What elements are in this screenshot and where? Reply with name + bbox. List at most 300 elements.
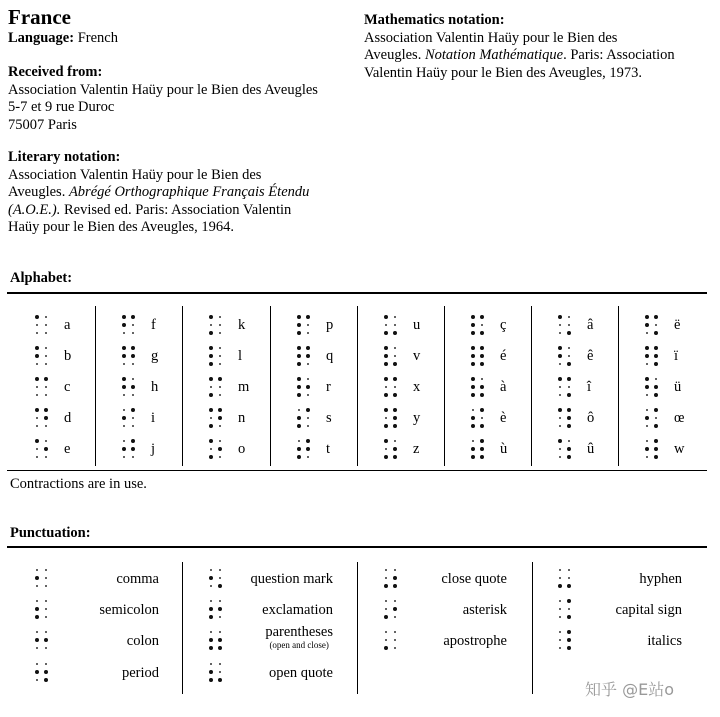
braille-dot-position bbox=[36, 600, 38, 602]
alphabet-letter: è bbox=[500, 410, 507, 426]
braille-dot-raised bbox=[297, 393, 301, 397]
braille-dot-position bbox=[298, 409, 300, 411]
braille-dot-raised bbox=[567, 362, 571, 366]
braille-dot-raised bbox=[654, 439, 658, 443]
literary-line: Association Valentin Haüy pour le Bien des bbox=[8, 166, 262, 183]
braille-dot-raised bbox=[35, 315, 39, 319]
braille-dot-raised bbox=[122, 377, 126, 381]
braille-dot-raised bbox=[306, 408, 310, 412]
braille-dot-raised bbox=[480, 315, 484, 319]
braille-dot-position bbox=[45, 324, 47, 326]
braille-dot-position bbox=[307, 378, 309, 380]
braille-dot-position bbox=[132, 425, 134, 427]
braille-dot-position bbox=[132, 363, 134, 365]
column-divider bbox=[618, 306, 619, 466]
braille-dot-position bbox=[219, 355, 221, 357]
braille-dot-raised bbox=[209, 408, 213, 412]
braille-cell bbox=[35, 630, 48, 650]
braille-cell bbox=[645, 315, 658, 335]
braille-dot-position bbox=[394, 600, 396, 602]
alphabet-letter: o bbox=[238, 441, 246, 457]
braille-dot-raised bbox=[297, 346, 301, 350]
punctuation-label bbox=[265, 624, 333, 650]
punctuation-label: semicolon bbox=[99, 602, 159, 618]
braille-dot-raised bbox=[297, 331, 301, 335]
braille-dot-position bbox=[481, 378, 483, 380]
column-divider bbox=[182, 306, 183, 466]
braille-dot-raised bbox=[567, 331, 571, 335]
braille-dot-raised bbox=[567, 455, 571, 459]
braille-cell bbox=[209, 662, 222, 682]
braille-cell bbox=[209, 346, 222, 366]
alphabet-letter: w bbox=[674, 441, 685, 457]
braille-dot-position bbox=[385, 577, 387, 579]
alphabet-letter: g bbox=[151, 348, 159, 364]
braille-dot-raised bbox=[218, 607, 222, 611]
braille-dot-position bbox=[646, 394, 648, 396]
braille-dot-position bbox=[559, 363, 561, 365]
braille-dot-raised bbox=[567, 447, 571, 451]
braille-cell bbox=[384, 630, 397, 650]
braille-dot-position bbox=[559, 394, 561, 396]
braille-dot-raised bbox=[393, 393, 397, 397]
braille-dot-position bbox=[559, 386, 561, 388]
braille-dot-position bbox=[568, 386, 570, 388]
braille-dot-position bbox=[210, 600, 212, 602]
braille-dot-raised bbox=[131, 408, 135, 412]
braille-dot-raised bbox=[567, 416, 571, 420]
braille-dot-position bbox=[210, 663, 212, 665]
braille-dot-raised bbox=[35, 354, 39, 358]
braille-dot-raised bbox=[306, 439, 310, 443]
braille-dot-position bbox=[394, 324, 396, 326]
punctuation-label: comma bbox=[116, 571, 159, 587]
braille-cell bbox=[209, 439, 222, 459]
braille-dot-position bbox=[123, 440, 125, 442]
braille-dot-raised bbox=[218, 447, 222, 451]
language-line bbox=[8, 30, 118, 48]
literary-label: Literary notation: bbox=[8, 149, 121, 165]
braille-cell bbox=[122, 408, 135, 428]
braille-dot-raised bbox=[44, 447, 48, 451]
braille-dot-position bbox=[559, 448, 561, 450]
braille-dot-position bbox=[45, 600, 47, 602]
braille-dot-raised bbox=[297, 447, 301, 451]
braille-dot-raised bbox=[44, 377, 48, 381]
braille-dot-position bbox=[45, 355, 47, 357]
braille-dot-raised bbox=[131, 439, 135, 443]
braille-dot-raised bbox=[558, 354, 562, 358]
braille-dot-raised bbox=[306, 346, 310, 350]
braille-dot-raised bbox=[218, 678, 222, 682]
braille-dot-raised bbox=[393, 362, 397, 366]
braille-cell bbox=[209, 408, 222, 428]
braille-dot-raised bbox=[384, 455, 388, 459]
braille-dot-position bbox=[307, 363, 309, 365]
braille-dot-raised bbox=[645, 385, 649, 389]
literary-line: (A.O.E.). Revised ed. Paris: Association Valentin bbox=[8, 201, 292, 218]
braille-dot-raised bbox=[209, 424, 213, 428]
alphabet-letter: ê bbox=[587, 348, 594, 364]
alphabet-letter: f bbox=[151, 317, 156, 333]
braille-dot-position bbox=[307, 332, 309, 334]
braille-dot-position bbox=[219, 425, 221, 427]
alphabet-letter: ü bbox=[674, 379, 682, 395]
alphabet-letter: œ bbox=[674, 410, 685, 426]
braille-dot-position bbox=[568, 608, 570, 610]
braille-dot-raised bbox=[384, 615, 388, 619]
punctuation-label: question mark bbox=[250, 571, 333, 587]
braille-dot-position bbox=[568, 355, 570, 357]
braille-cell bbox=[645, 346, 658, 366]
braille-dot-raised bbox=[297, 455, 301, 459]
braille-dot-position bbox=[123, 456, 125, 458]
braille-dot-raised bbox=[44, 670, 48, 674]
braille-dot-raised bbox=[218, 377, 222, 381]
braille-dot-raised bbox=[384, 331, 388, 335]
braille-dot-raised bbox=[209, 455, 213, 459]
punctuation-label-sub: (open and close) bbox=[269, 640, 329, 650]
braille-dot-position bbox=[132, 332, 134, 334]
braille-dot-raised bbox=[44, 638, 48, 642]
braille-dot-raised bbox=[384, 408, 388, 412]
braille-dot-raised bbox=[471, 331, 475, 335]
braille-cell bbox=[297, 377, 310, 397]
braille-dot-position bbox=[36, 448, 38, 450]
braille-dot-position bbox=[45, 332, 47, 334]
column-divider bbox=[270, 306, 271, 466]
literary-block bbox=[8, 149, 358, 237]
braille-dot-raised bbox=[480, 346, 484, 350]
braille-cell bbox=[384, 568, 397, 588]
braille-dot-raised bbox=[35, 576, 39, 580]
braille-dot-raised bbox=[393, 331, 397, 335]
alphabet-letter: i bbox=[151, 410, 156, 426]
column-divider bbox=[532, 562, 533, 694]
braille-dot-position bbox=[307, 425, 309, 427]
alphabet-letter: à bbox=[500, 379, 507, 395]
braille-dot-position bbox=[219, 386, 221, 388]
braille-dot-position bbox=[385, 569, 387, 571]
braille-dot-position bbox=[219, 347, 221, 349]
braille-cell bbox=[297, 439, 310, 459]
braille-dot-raised bbox=[297, 377, 301, 381]
braille-dot-raised bbox=[393, 455, 397, 459]
braille-dot-raised bbox=[654, 408, 658, 412]
braille-dot-raised bbox=[558, 584, 562, 588]
braille-dot-position bbox=[559, 608, 561, 610]
braille-dot-raised bbox=[297, 315, 301, 319]
alphabet-letter: l bbox=[238, 348, 243, 364]
braille-dot-position bbox=[219, 316, 221, 318]
punctuation-label: hyphen bbox=[639, 571, 682, 587]
braille-dot-position bbox=[394, 355, 396, 357]
braille-dot-position bbox=[655, 378, 657, 380]
braille-dot-raised bbox=[480, 393, 484, 397]
braille-dot-position bbox=[132, 394, 134, 396]
braille-dot-raised bbox=[471, 385, 475, 389]
column-divider bbox=[182, 562, 183, 694]
braille-dot-position bbox=[568, 569, 570, 571]
alphabet-letter: s bbox=[326, 410, 332, 426]
braille-cell bbox=[558, 408, 571, 428]
braille-cell bbox=[35, 439, 48, 459]
braille-dot-position bbox=[385, 448, 387, 450]
alphabet-letter: x bbox=[413, 379, 421, 395]
braille-dot-position bbox=[132, 324, 134, 326]
braille-dot-raised bbox=[393, 408, 397, 412]
received-line: Association Valentin Haüy pour le Bien des Aveugles bbox=[8, 81, 318, 98]
braille-dot-raised bbox=[209, 678, 213, 682]
braille-dot-raised bbox=[35, 607, 39, 611]
braille-cell bbox=[471, 377, 484, 397]
braille-dot-position bbox=[394, 616, 396, 618]
braille-dot-raised bbox=[209, 670, 213, 674]
braille-dot-raised bbox=[122, 447, 126, 451]
braille-dot-position bbox=[45, 394, 47, 396]
braille-dot-position bbox=[45, 363, 47, 365]
braille-dot-position bbox=[210, 631, 212, 633]
braille-dot-position bbox=[219, 456, 221, 458]
braille-dot-raised bbox=[209, 377, 213, 381]
braille-dot-raised bbox=[567, 599, 571, 603]
braille-dot-raised bbox=[297, 362, 301, 366]
braille-dot-raised bbox=[480, 354, 484, 358]
braille-dot-position bbox=[559, 332, 561, 334]
braille-dot-position bbox=[307, 456, 309, 458]
braille-dot-raised bbox=[654, 393, 658, 397]
braille-cell bbox=[35, 377, 48, 397]
braille-dot-position bbox=[132, 417, 134, 419]
braille-dot-raised bbox=[654, 331, 658, 335]
math-line: Aveugles. Notation Mathématique. Paris: Association bbox=[364, 47, 675, 63]
alphabet-letter: ô bbox=[587, 410, 595, 426]
braille-dot-position bbox=[132, 378, 134, 380]
braille-dot-raised bbox=[209, 607, 213, 611]
math-label: Mathematics notation: bbox=[364, 12, 505, 28]
braille-dot-raised bbox=[567, 393, 571, 397]
braille-dot-raised bbox=[480, 331, 484, 335]
punctuation-label: open quote bbox=[268, 665, 333, 681]
alphabet-letter: ù bbox=[500, 441, 508, 457]
braille-dot-raised bbox=[122, 346, 126, 350]
alphabet-letter: a bbox=[64, 317, 71, 333]
braille-dot-position bbox=[646, 440, 648, 442]
braille-cell bbox=[122, 315, 135, 335]
braille-dot-position bbox=[36, 386, 38, 388]
braille-dot-raised bbox=[218, 646, 222, 650]
punctuation-top-rule bbox=[7, 546, 707, 548]
braille-dot-raised bbox=[645, 354, 649, 358]
braille-dot-raised bbox=[306, 447, 310, 451]
braille-dot-raised bbox=[209, 615, 213, 619]
braille-dot-raised bbox=[218, 584, 222, 588]
braille-cell bbox=[209, 599, 222, 619]
braille-dot-raised bbox=[35, 346, 39, 350]
braille-dot-position bbox=[568, 577, 570, 579]
column-divider bbox=[531, 306, 532, 466]
braille-dot-position bbox=[568, 347, 570, 349]
braille-cell bbox=[35, 408, 48, 428]
braille-dot-raised bbox=[654, 385, 658, 389]
braille-dot-position bbox=[45, 425, 47, 427]
braille-dot-position bbox=[36, 417, 38, 419]
braille-dot-position bbox=[210, 386, 212, 388]
braille-dot-position bbox=[219, 616, 221, 618]
braille-dot-position bbox=[481, 324, 483, 326]
braille-cell bbox=[209, 630, 222, 650]
braille-dot-position bbox=[385, 608, 387, 610]
braille-cell bbox=[645, 439, 658, 459]
country-title: France bbox=[8, 5, 71, 29]
watermark: 知乎 @E站o bbox=[585, 680, 674, 699]
braille-dot-raised bbox=[471, 362, 475, 366]
alphabet-letter: b bbox=[64, 348, 72, 364]
braille-dot-position bbox=[45, 569, 47, 571]
braille-dot-raised bbox=[297, 424, 301, 428]
braille-dot-position bbox=[36, 425, 38, 427]
braille-dot-raised bbox=[384, 393, 388, 397]
braille-dot-raised bbox=[393, 576, 397, 580]
alphabet-bottom-rule bbox=[7, 470, 707, 471]
braille-cell bbox=[35, 315, 48, 335]
literary-line: Haüy pour le Bien des Aveugles, 1964. bbox=[8, 219, 235, 235]
braille-dot-raised bbox=[297, 323, 301, 327]
braille-cell bbox=[384, 377, 397, 397]
braille-dot-raised bbox=[654, 354, 658, 358]
braille-dot-raised bbox=[480, 408, 484, 412]
braille-dot-raised bbox=[131, 385, 135, 389]
braille-cell bbox=[209, 315, 222, 335]
alphabet-letter: ï bbox=[674, 348, 679, 364]
braille-cell bbox=[384, 346, 397, 366]
braille-dot-raised bbox=[384, 354, 388, 358]
braille-dot-position bbox=[45, 386, 47, 388]
braille-dot-raised bbox=[122, 315, 126, 319]
braille-dot-position bbox=[385, 631, 387, 633]
alphabet-title: Alphabet: bbox=[10, 270, 73, 286]
alphabet-letter: t bbox=[326, 441, 331, 457]
braille-dot-raised bbox=[209, 393, 213, 397]
braille-dot-raised bbox=[131, 346, 135, 350]
braille-dot-raised bbox=[209, 439, 213, 443]
braille-dot-raised bbox=[209, 315, 213, 319]
alphabet-letter: q bbox=[326, 348, 334, 364]
braille-dot-raised bbox=[471, 416, 475, 420]
braille-dot-position bbox=[219, 394, 221, 396]
braille-dot-raised bbox=[384, 315, 388, 319]
braille-dot-raised bbox=[567, 584, 571, 588]
punctuation-label: apostrophe bbox=[443, 633, 507, 649]
braille-cell bbox=[297, 315, 310, 335]
braille-dot-position bbox=[559, 639, 561, 641]
punctuation-label-main: parentheses bbox=[265, 624, 333, 640]
braille-dot-position bbox=[394, 347, 396, 349]
language-label: Language: bbox=[8, 30, 75, 46]
alphabet-letter: î bbox=[587, 379, 592, 395]
braille-dot-raised bbox=[209, 331, 213, 335]
braille-dot-position bbox=[219, 332, 221, 334]
braille-cell bbox=[471, 439, 484, 459]
braille-dot-position bbox=[45, 440, 47, 442]
braille-dot-raised bbox=[297, 354, 301, 358]
braille-dot-raised bbox=[131, 354, 135, 358]
braille-dot-raised bbox=[209, 346, 213, 350]
braille-cell bbox=[645, 408, 658, 428]
braille-dot-position bbox=[559, 425, 561, 427]
braille-cell bbox=[122, 377, 135, 397]
braille-dot-position bbox=[568, 440, 570, 442]
braille-dot-raised bbox=[35, 638, 39, 642]
braille-dot-raised bbox=[558, 377, 562, 381]
braille-dot-position bbox=[219, 631, 221, 633]
alphabet-letter: v bbox=[413, 348, 421, 364]
braille-dot-position bbox=[655, 417, 657, 419]
braille-cell bbox=[471, 346, 484, 366]
braille-dot-raised bbox=[567, 630, 571, 634]
braille-dot-raised bbox=[471, 346, 475, 350]
alphabet-letter: j bbox=[151, 441, 156, 457]
braille-dot-position bbox=[219, 663, 221, 665]
math-block bbox=[364, 12, 714, 82]
alphabet-top-rule bbox=[7, 292, 707, 294]
braille-dot-position bbox=[123, 394, 125, 396]
braille-dot-raised bbox=[558, 439, 562, 443]
braille-dot-raised bbox=[209, 576, 213, 580]
punctuation-label: period bbox=[121, 665, 159, 681]
braille-dot-raised bbox=[384, 346, 388, 350]
braille-dot-position bbox=[36, 324, 38, 326]
braille-dot-position bbox=[45, 347, 47, 349]
braille-dot-raised bbox=[35, 615, 39, 619]
braille-dot-position bbox=[559, 631, 561, 633]
braille-dot-position bbox=[307, 324, 309, 326]
punctuation-label: close quote bbox=[441, 571, 507, 587]
braille-dot-position bbox=[210, 585, 212, 587]
alphabet-letter: â bbox=[587, 317, 594, 333]
braille-dot-raised bbox=[471, 393, 475, 397]
braille-dot-raised bbox=[218, 408, 222, 412]
braille-dot-raised bbox=[384, 424, 388, 428]
braille-dot-position bbox=[298, 440, 300, 442]
braille-dot-raised bbox=[306, 385, 310, 389]
braille-cell bbox=[384, 599, 397, 619]
braille-dot-raised bbox=[393, 584, 397, 588]
braille-dot-position bbox=[394, 440, 396, 442]
alphabet-letter: m bbox=[238, 379, 250, 395]
braille-dot-position bbox=[385, 324, 387, 326]
braille-dot-position bbox=[36, 394, 38, 396]
braille-dot-raised bbox=[122, 354, 126, 358]
braille-dot-raised bbox=[35, 670, 39, 674]
braille-dot-raised bbox=[567, 646, 571, 650]
braille-dot-position bbox=[219, 324, 221, 326]
braille-dot-raised bbox=[384, 377, 388, 381]
braille-dot-raised bbox=[558, 315, 562, 319]
braille-dot-position bbox=[394, 316, 396, 318]
alphabet-letter: y bbox=[413, 410, 421, 426]
braille-dot-position bbox=[219, 440, 221, 442]
braille-dot-raised bbox=[480, 424, 484, 428]
received-block bbox=[8, 64, 358, 134]
braille-dot-raised bbox=[471, 354, 475, 358]
braille-dot-raised bbox=[218, 416, 222, 420]
braille-dot-position bbox=[219, 569, 221, 571]
braille-dot-position bbox=[123, 425, 125, 427]
braille-dot-position bbox=[472, 440, 474, 442]
braille-dot-position bbox=[559, 417, 561, 419]
braille-cell bbox=[384, 315, 397, 335]
